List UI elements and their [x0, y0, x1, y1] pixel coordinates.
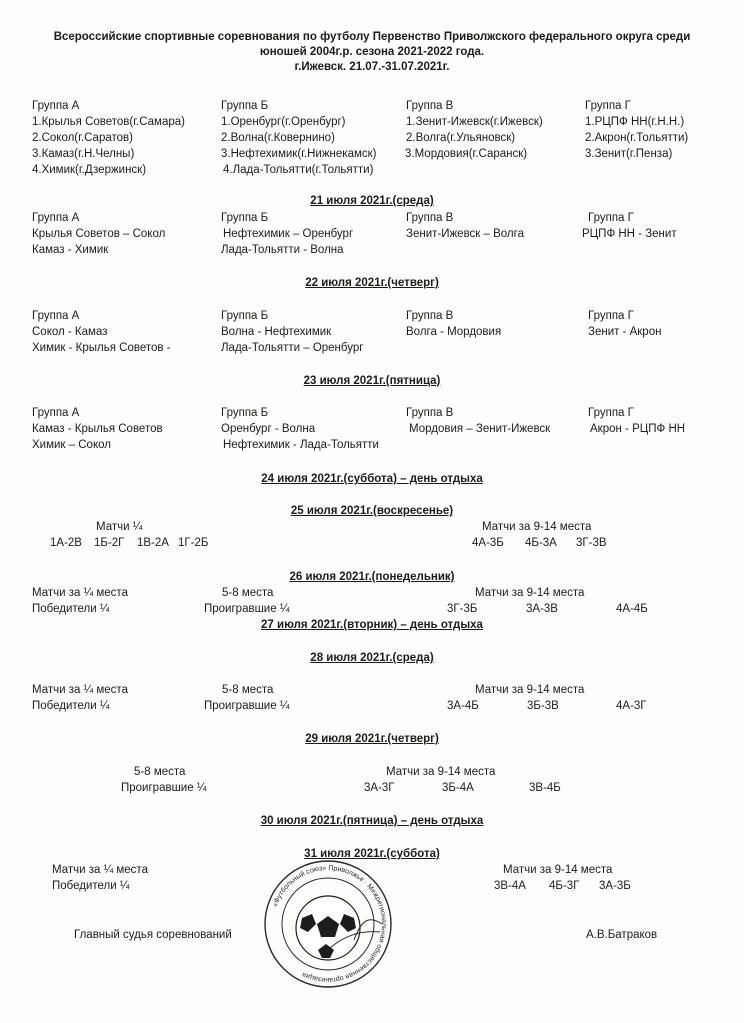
- match: Камаз - Крылья Советов: [32, 423, 163, 435]
- match: Химик - Крылья Советов -: [32, 342, 171, 354]
- places-5-8-sub: Проигравшие ¼: [204, 603, 290, 615]
- match: Нефтехимик – Оренбург: [223, 228, 354, 240]
- chief-judge-label: Главный судья соревнований: [74, 929, 232, 941]
- date-heading-28: 28 июля 2021г.(среда): [310, 652, 434, 664]
- header-line-2: юношей 2004г.р. сезона 2021-2022 года.: [259, 46, 485, 58]
- group-b-team: 2.Волна(г.Ковернино): [221, 132, 335, 144]
- date-heading-22: 22 июля 2021г.(четверг): [305, 277, 439, 289]
- match: 4А-3Б: [472, 537, 504, 549]
- match: 3Б-4А: [442, 782, 474, 794]
- final-sub: Победители ¼: [52, 880, 130, 892]
- group-a-team: 3.Камаз(г.Н.Челны): [32, 148, 135, 160]
- date-heading-31: 31 июля 2021г.(суббота): [304, 848, 440, 860]
- group-a-team: 2.Сокол(г.Саратов): [32, 132, 133, 144]
- match: 4Б-3А: [525, 537, 557, 549]
- places-5-8-title: 5-8 места: [222, 587, 274, 599]
- places-9-14-title: Матчи за 9-14 места: [503, 864, 613, 876]
- semifinal-title: Матчи за ¼ места: [32, 684, 128, 696]
- match: Акрон - РЦПФ НН: [590, 423, 686, 435]
- date-heading-29: 29 июля 2021г.(четверг): [305, 733, 439, 745]
- date-heading-26: 26 июля 2021г.(понедельник): [289, 571, 455, 583]
- semifinal-sub: Победители ¼: [32, 700, 110, 712]
- places-9-14-title: Матчи за 9-14 места: [482, 521, 592, 533]
- match: Крылья Советов – Сокол: [32, 228, 166, 240]
- date-heading-25: 25 июля 2021г.(воскресенье): [290, 505, 454, 517]
- match: Волна - Нефтехимик: [221, 326, 332, 338]
- group-g-title: Группа Г: [585, 100, 631, 112]
- match: Зенит - Акрон: [588, 326, 662, 338]
- match: 1Г-2Б: [178, 537, 209, 549]
- group-title: Группа А: [32, 310, 80, 322]
- places-5-8-title: 5-8 места: [134, 766, 186, 778]
- group-title: Группа Б: [221, 407, 269, 419]
- match: 3Б-3В: [527, 700, 559, 712]
- match: 3Г-3В: [576, 537, 607, 549]
- group-g-team: 3.Зенит(г.Пенза): [585, 148, 673, 160]
- match: Оренбург - Волна: [221, 423, 316, 435]
- group-title: Группа Б: [221, 310, 269, 322]
- group-title: Группа В: [406, 310, 454, 322]
- match: 3А-3Б: [599, 880, 631, 892]
- header-line-3: г.Ижевск. 21.07.-31.07.2021г.: [294, 61, 450, 73]
- match: 4А-4Б: [616, 603, 648, 615]
- date-heading-23: 23 июля 2021г.(пятница): [303, 375, 441, 387]
- match: Зенит-Ижевск – Волга: [406, 228, 524, 240]
- header-line-1: Всероссийские спортивные соревнования по футболу Первенство Приволжского федерального округа среди: [53, 31, 691, 43]
- group-title: Группа Г: [588, 407, 634, 419]
- date-heading-21: 21 июля 2021г.(среда): [310, 195, 434, 207]
- match: Нефтехимик - Лада-Тольятти: [223, 439, 379, 451]
- group-v-title: Группа В: [406, 100, 454, 112]
- places-9-14-title: Матчи за 9-14 места: [386, 766, 496, 778]
- group-title: Группа А: [32, 407, 80, 419]
- group-b-team: 4.Лада-Тольятти(г.Тольятти): [223, 164, 374, 176]
- date-heading-27: 27 июля 2021г.(вторник) – день отдыха: [261, 619, 483, 631]
- group-g-team: 1.РЦПФ НН(г.Н.Н.): [585, 116, 685, 128]
- group-v-team: 1.Зенит-Ижевск(г.Ижевск): [406, 116, 543, 128]
- match: Сокол - Камаз: [32, 326, 108, 338]
- chief-judge-name: А.В.Батраков: [586, 929, 658, 941]
- quarterfinal-title: Матчи ¼: [96, 521, 143, 533]
- group-title: Группа В: [406, 212, 454, 224]
- group-b-title: Группа Б: [221, 100, 269, 112]
- match: 3А-4Б: [447, 700, 479, 712]
- match: Лада-Тольятти - Волна: [221, 244, 344, 256]
- match: 1В-2А: [137, 537, 169, 549]
- match: РЦПФ НН - Зенит: [582, 228, 677, 240]
- match: Волга - Мордовия: [406, 326, 502, 338]
- match: 4Б-3Г: [549, 880, 580, 892]
- group-b-team: 1.Оренбург(г.Оренбург): [221, 116, 346, 128]
- match: 3В-4Б: [529, 782, 561, 794]
- semifinal-title: Матчи за ¼ места: [32, 587, 128, 599]
- match: 3А-3Г: [364, 782, 395, 794]
- group-title: Группа В: [406, 407, 454, 419]
- group-g-team: 2.Акрон(г.Тольятти): [585, 132, 689, 144]
- document-header: [0, 30, 744, 75]
- places-5-8-sub: Проигравшие ¼: [204, 700, 290, 712]
- final-title: Матчи за ¼ места: [52, 864, 148, 876]
- group-a-team: 4.Химик(г.Дзержинск): [32, 164, 147, 176]
- match: Химик – Сокол: [32, 439, 111, 451]
- group-v-team: 3.Мордовия(г.Саранск): [405, 148, 528, 160]
- match: 1Б-2Г: [94, 537, 125, 549]
- match: Лада-Тольятти – Оренбург: [221, 342, 364, 354]
- group-title: Группа Г: [588, 310, 634, 322]
- group-b-team: 3.Нефтехимик(г.Нижнекамск): [221, 148, 377, 160]
- places-5-8-title: 5-8 места: [222, 684, 274, 696]
- group-title: Группа А: [32, 212, 80, 224]
- group-title: Группа Б: [221, 212, 269, 224]
- match: 3Г-3Б: [447, 603, 478, 615]
- match: 3В-4А: [494, 880, 526, 892]
- date-heading-24: 24 июля 2021г.(суббота) – день отдыха: [261, 473, 483, 485]
- semifinal-sub: Победители ¼: [32, 603, 110, 615]
- svg-text:«Футбольный союз» Приволжье ·: «Футбольный союз» Приволжье · Межрегиональная общественная организация: [271, 864, 388, 984]
- places-9-14-title: Матчи за 9-14 места: [475, 587, 585, 599]
- group-v-team: 2.Волга(г.Ульяновск): [406, 132, 516, 144]
- match: 1А-2В: [50, 537, 82, 549]
- group-a-title: Группа А: [32, 100, 80, 112]
- group-a-team: 1.Крылья Советов(г.Самара): [32, 116, 185, 128]
- match: Мордовия – Зенит-Ижевск: [409, 423, 551, 435]
- match: Камаз - Химик: [32, 244, 109, 256]
- date-heading-30: 30 июля 2021г.(пятница) – день отдыха: [260, 815, 484, 827]
- match: 4А-3Г: [616, 700, 647, 712]
- group-title: Группа Г: [588, 212, 634, 224]
- places-9-14-title: Матчи за 9-14 места: [475, 684, 585, 696]
- match: 3А-3В: [526, 603, 558, 615]
- stamp-seal-icon: [262, 858, 394, 990]
- places-5-8-sub: Проигравшие ¼: [121, 782, 207, 794]
